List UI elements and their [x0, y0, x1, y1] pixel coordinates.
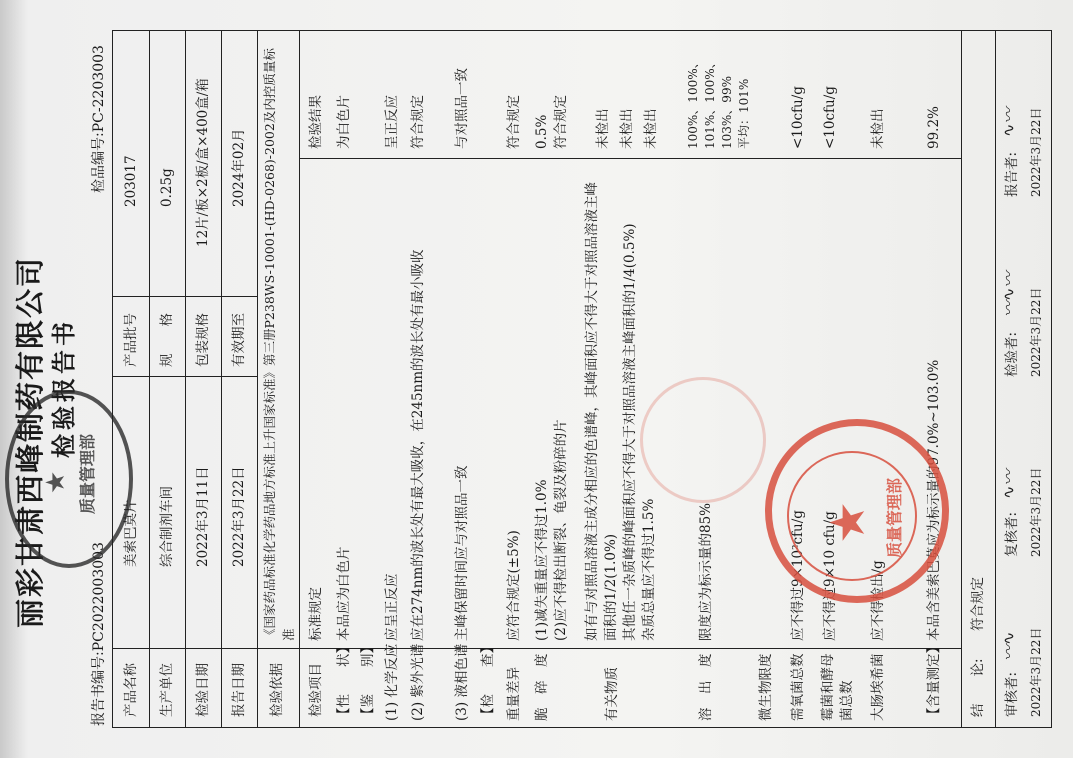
report-date-value: 2022年3月22日 — [231, 466, 247, 567]
sample-number-label: 检品编号: — [91, 132, 107, 193]
conclusion-value: 符合规定 — [970, 577, 986, 631]
inspect-sign-date: 2022年3月22日 — [1029, 287, 1043, 377]
row-standard: (1)减失重量应不得过1.0% (2)应不得检出断裂、龟裂及粉碎的片 — [534, 419, 569, 641]
report-number-label: 报告书编号: — [91, 651, 107, 726]
report-title: 检验报告书 — [49, 318, 78, 458]
row-item: 溶 出 度 — [698, 653, 714, 721]
row-item: 【检 查】 — [480, 640, 496, 721]
red-stamp-text: 质量管理部 — [885, 477, 904, 558]
star-icon: ★ — [820, 500, 876, 544]
row-item: (3) 液相色谱 — [454, 643, 470, 721]
row-item: 需氧菌总数 — [790, 653, 806, 721]
row-standard: 应不得过9×10 cfu/g — [822, 511, 838, 641]
row-standard: 本品应为白色片 — [336, 546, 352, 641]
expiry-label: 有效期至 — [231, 313, 247, 367]
row-result: 0.5% 符合规定 — [534, 95, 569, 149]
row-item: 脆 碎 度 — [534, 653, 550, 721]
inspect-date-value: 2022年3月11日 — [195, 466, 211, 567]
col-result-header: 检验结果 — [308, 95, 324, 149]
row-item: 【鉴 别】 — [360, 640, 376, 721]
row-result: 为白色片 — [336, 95, 352, 149]
basis-value: 《国家药品标准化学药品地方标准上升国家标准》第三册P238WS-10001-(HD-0268)-2002及内控质量标准 — [262, 48, 296, 641]
report-sign-date: 2022年3月22日 — [1029, 107, 1043, 197]
row-item: 霉菌和酵母菌总数 — [820, 653, 855, 721]
report-number — [88, 542, 108, 726]
sample-number-value: PC-2203003 — [91, 45, 107, 133]
row-result: 呈正反应 — [384, 95, 400, 149]
basis-label: 检验依据 — [269, 663, 285, 717]
reviewer-label: 审核者: — [1004, 671, 1020, 717]
row-result: 与对照品一致 — [454, 68, 470, 149]
col-standard-header: 标准规定 — [308, 587, 324, 641]
recheck-date: 2022年3月22日 — [1029, 467, 1043, 557]
expiry-value: 2024年02月 — [231, 128, 247, 207]
package-label: 包装规格 — [195, 313, 211, 367]
product-name-label: 产品名称 — [123, 663, 139, 717]
row-result: <10cfu/g — [790, 86, 806, 149]
company-title: 丽彩甘肃西峰制药有限公司 — [13, 255, 47, 628]
batch-label: 产品批号 — [123, 313, 139, 367]
report-date-label: 报告日期 — [231, 663, 247, 717]
row-result: 未检出 — [870, 108, 886, 149]
row-item: (2) 紫外光谱 — [410, 643, 426, 721]
report-table — [112, 30, 1052, 728]
row-standard: 应符合规定(±5%) — [506, 530, 522, 641]
row-result: 符合规定 — [506, 95, 522, 149]
row-item: 大肠埃希菌 — [870, 653, 886, 721]
spec-label: 规 格 — [159, 313, 175, 367]
row-item: 重量差异 — [506, 667, 522, 721]
row-result: 99.2% — [926, 106, 942, 149]
row-standard: 本品含美索巴莫应为标示量的97.0%~103.0% — [926, 359, 942, 641]
row-result: 100%、100%、101%、100%、103%、99% 平均：101% — [686, 56, 751, 149]
row-result: <10cfu/g — [822, 86, 838, 149]
red-stamp — [765, 419, 949, 603]
col-item-header: 检验项目 — [308, 663, 324, 717]
rechecker-label: 复核者: — [1004, 511, 1020, 557]
review-date: 2022年3月22日 — [1029, 627, 1043, 717]
department-stamp-text: 质量管理部 — [78, 433, 97, 514]
row-standard: 应不得过9×10²cfu/g — [790, 510, 806, 641]
row-standard: 应在274nm的波长处有最大吸收，在245nm的波长处有最小吸收 — [410, 249, 426, 641]
inspect-date-label: 检验日期 — [195, 663, 211, 717]
row-standard: 主峰保留时间应与对照品一致 — [454, 465, 470, 641]
row-result: 未检出 未检出 未检出 — [595, 108, 659, 149]
row-standard: 限度应为标示量的85% — [698, 502, 714, 641]
inspector-signature: 〰∿〰 — [999, 271, 1018, 317]
reviewer-signature: 〰∿ — [999, 631, 1018, 661]
row-standard: 如有与对照品溶液主成分相应的色谱峰，其峰面积应不得大于对照品溶液主峰面积的1/2(1.0%) 其他任一杂质峰的峰面积应不得大于对照品溶液主峰面积的1/4(0.5%) 杂质总量应不得过1.5% — [584, 182, 657, 641]
package-value: 12片/板×2板/盒×400盒/箱 — [195, 78, 211, 247]
row-item: 【性 状】 — [336, 640, 352, 721]
report-number-value: PC2022003003 — [91, 542, 107, 652]
producer-value: 综合制剂车间 — [159, 486, 175, 567]
row-item: 有关物质 — [604, 667, 620, 721]
row-standard: 应不得检出/g — [870, 560, 886, 641]
row-result: 符合规定 — [410, 95, 426, 149]
star-icon: ★ — [41, 470, 71, 494]
sample-number — [88, 45, 108, 193]
batch-value: 203017 — [123, 155, 139, 207]
row-standard: 应呈正反应 — [384, 573, 400, 641]
spec-value: 0.25g — [159, 168, 175, 207]
rechecker-signature: ∿〰 — [999, 469, 1018, 499]
conclusion-label: 结 论: — [970, 658, 986, 717]
row-item: 【含量测定】 — [926, 640, 942, 721]
reporter-label: 报告者: — [1004, 151, 1020, 197]
row-item: (1) 化学反应 — [384, 643, 400, 721]
row-item: 微生物限度 — [758, 653, 774, 721]
producer-label: 生产单位 — [159, 663, 175, 717]
reporter-signature: ∿〰 — [999, 107, 1018, 137]
faint-stamp — [640, 377, 766, 503]
product-name-value: 美索巴莫片 — [123, 499, 139, 567]
inspector-label: 检验者: — [1004, 331, 1020, 377]
